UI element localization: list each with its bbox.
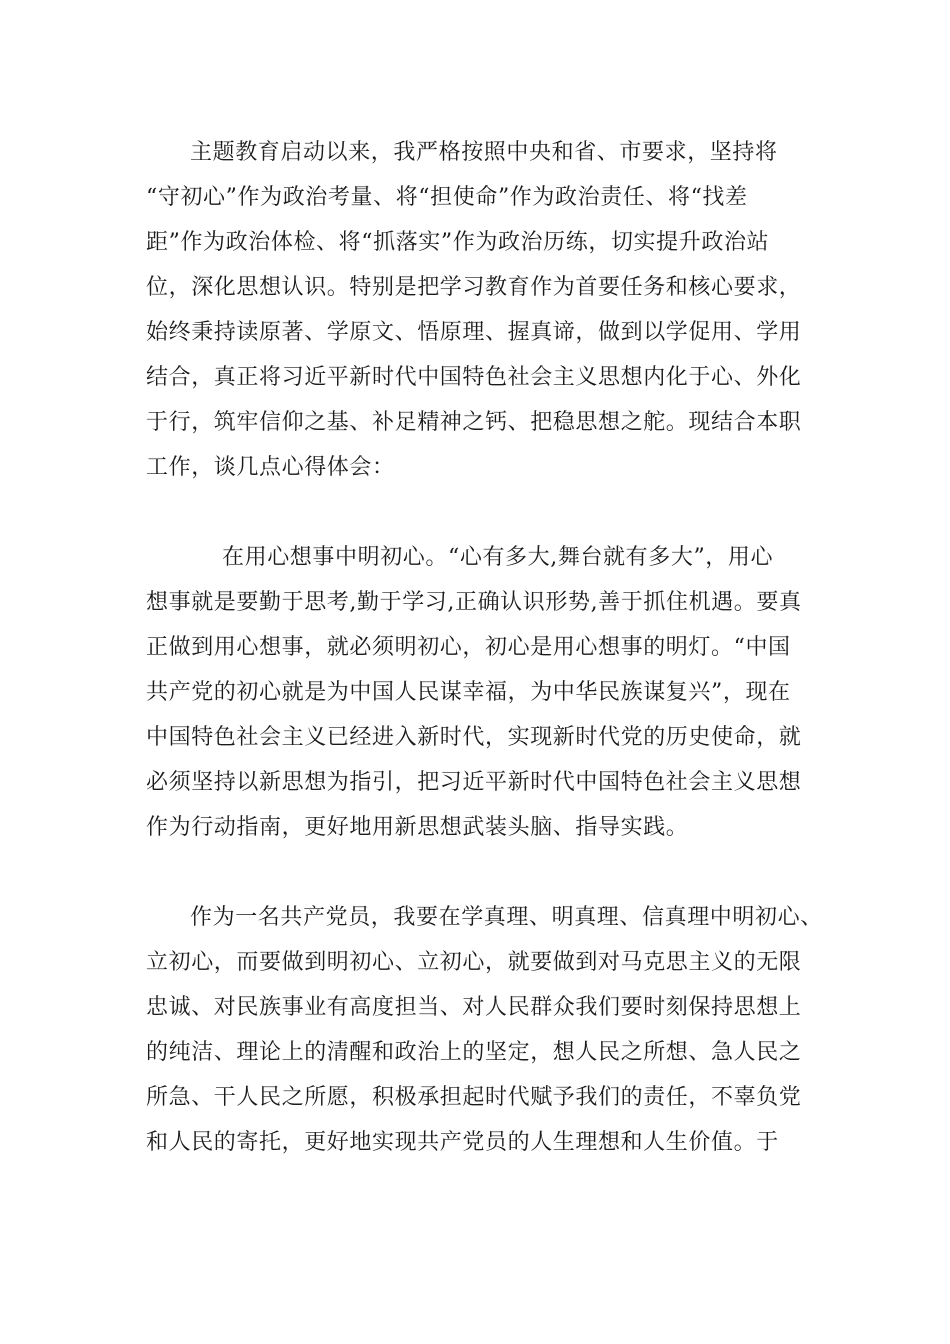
paragraph-3-line-6: 和人民的寄托，更好地实现共产党员的人生理想和人生价值。于: [146, 1130, 779, 1155]
paragraph-3-line-2: 立初心，而要做到明初心、立初心，就要做到对马克思主义的无限: [146, 950, 802, 975]
paragraph-2-line-2: 想事就是要勤于思考,勤于学习,正确认识形势,善于抓住机遇。要真: [146, 590, 802, 615]
paragraph-1-line-2: “守初心”作为政治考量、将“担使命”作为政治责任、将“找差: [146, 185, 748, 210]
paragraph-1-line-8: 工作，谈几点心得体会：: [146, 455, 395, 480]
paragraph-2-line-5: 中国特色社会主义已经进入新时代，实现新时代党的历史使命，就: [146, 725, 802, 750]
paragraph-2-line-3: 正做到用心想事，就必须明初心，初心是用心想事的明灯。“中国: [146, 635, 791, 660]
paragraph-1-line-7: 于行，筑牢信仰之基、补足精神之钙、把稳思想之舵。现结合本职: [146, 410, 802, 435]
paragraph-2-line-1: 在用心想事中明初心。“心有多大,舞台就有多大”，用心: [222, 545, 774, 570]
paragraph-1-line-6: 结合，真正将习近平新时代中国特色社会主义思想内化于心、外化: [146, 365, 802, 390]
paragraph-3-line-5: 所急、干人民之所愿，积极承担起时代赋予我们的责任，不辜负党: [146, 1085, 802, 1110]
paragraph-3-line-1: 作为一名共产党员，我要在学真理、明真理、信真理中明初心、: [190, 905, 823, 930]
paragraph-3-line-3: 忠诚、对民族事业有高度担当、对人民群众我们要时刻保持思想上: [146, 995, 802, 1020]
paragraph-3-line-4: 的纯洁、理论上的清醒和政治上的坚定，想人民之所想、急人民之: [146, 1040, 802, 1065]
paragraph-2-line-4: 共产党的初心就是为中国人民谋幸福，为中华民族谋复兴”，现在: [146, 680, 791, 705]
paragraph-1-line-3: 距”作为政治体检、将“抓落实”作为政治历练，切实提升政治站: [146, 230, 770, 255]
paragraph-1-line-4: 位，深化思想认识。特别是把学习教育作为首要任务和核心要求，: [146, 275, 802, 300]
paragraph-2-line-6: 必须坚持以新思想为指引，把习近平新时代中国特色社会主义思想: [146, 770, 802, 795]
paragraph-2-line-7: 作为行动指南，更好地用新思想武装头脑、指导实践。: [146, 815, 689, 840]
paragraph-1-line-5: 始终秉持读原著、学原文、悟原理、握真谛，做到以学促用、学用: [146, 320, 802, 345]
paragraph-1-line-1: 主题教育启动以来，我严格按照中央和省、市要求，坚持将: [190, 140, 778, 165]
